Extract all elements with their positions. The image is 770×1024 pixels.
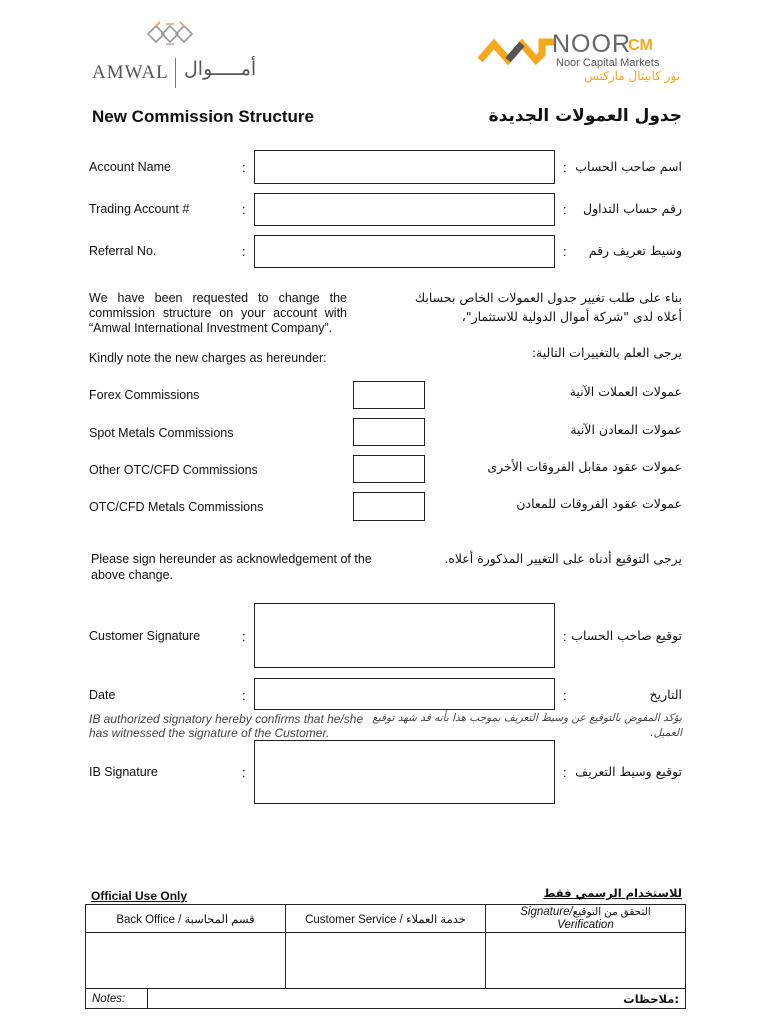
trading-account-label: Trading Account # bbox=[89, 202, 190, 216]
otc-cfd-metals-commission-label-arabic: عمولات عقود الفروقات للمعادن bbox=[516, 496, 682, 511]
noor-logo-arabic: نور كابيتال ماركتس bbox=[584, 69, 680, 83]
spot-metals-commission-label: Spot Metals Commissions bbox=[89, 426, 234, 440]
other-otc-cfd-commission-input[interactable] bbox=[353, 455, 425, 483]
official-use-title-arabic: للاستخدام الرسمي فقط bbox=[543, 886, 682, 900]
signature-verification-cell[interactable] bbox=[486, 933, 686, 989]
official-use-title: Official Use Only bbox=[91, 889, 188, 903]
amwal-logo-divider bbox=[175, 58, 176, 88]
trading-account-colon: : bbox=[242, 202, 246, 217]
note-text-arabic: يرجى العلم بالتغييرات التالية: bbox=[531, 345, 682, 360]
signature-verification-ar: التحقق من التوقيع bbox=[572, 905, 651, 918]
ib-signature-label: IB Signature bbox=[89, 765, 158, 779]
ib-signature-label-arabic: توقيع وسيط التعريف bbox=[575, 764, 682, 779]
customer-signature-colon: : bbox=[242, 629, 246, 644]
request-text: We have been requested to change the commission structure on your account with “Amwal International Investment Company”. bbox=[89, 291, 347, 335]
noor-logo-text: NOOR bbox=[552, 30, 631, 58]
forex-commission-label: Forex Commissions bbox=[89, 388, 200, 402]
noor-logo bbox=[478, 28, 690, 88]
referral-no-label: Referral No. bbox=[89, 244, 157, 258]
customer-signature-colon-ar: : bbox=[563, 629, 567, 644]
forex-commission-label-arabic: عمولات العملات الآنية bbox=[569, 384, 682, 399]
ib-signature-box[interactable] bbox=[254, 740, 555, 804]
page-title: New Commission Structure bbox=[92, 107, 314, 126]
signature-verification-header bbox=[486, 905, 686, 933]
customer-service-cell[interactable] bbox=[286, 933, 486, 989]
account-name-field[interactable] bbox=[254, 150, 555, 184]
date-colon-ar: : bbox=[563, 688, 567, 703]
noor-logo-subtitle: Noor Capital Markets bbox=[556, 57, 660, 69]
ib-confirm-text-arabic-line1: يؤكد المفوض بالتوقيع عن وسيط التعريف بموجب هذا بأنه قد شهد توقيع bbox=[372, 712, 682, 724]
acknowledge-text: Please sign hereunder as acknowledgement of the above change. bbox=[91, 552, 372, 582]
referral-no-colon: : bbox=[242, 244, 246, 259]
referral-no-label-arabic: وسيط تعريف رقم bbox=[588, 243, 682, 258]
notes-label-arabic: ملاحظات: bbox=[623, 991, 679, 1006]
date-colon: : bbox=[242, 688, 246, 703]
otc-cfd-metals-commission-label: OTC/CFD Metals Commissions bbox=[89, 500, 264, 514]
other-otc-cfd-commission-label: Other OTC/CFD Commissions bbox=[89, 463, 258, 477]
customer-signature-box[interactable] bbox=[254, 603, 555, 668]
date-label: Date bbox=[89, 688, 116, 702]
account-name-colon-ar: : bbox=[563, 160, 567, 175]
acknowledge-text-arabic: يرجى التوقيع أدناه على التغيير المذكورة أعلاه. bbox=[444, 551, 682, 566]
spot-metals-commission-input[interactable] bbox=[353, 418, 425, 446]
trading-account-field[interactable] bbox=[254, 193, 555, 226]
date-field[interactable] bbox=[254, 678, 555, 710]
amwal-emblem-icon bbox=[144, 20, 196, 50]
amwal-logo-arabic: أمـــــوال bbox=[184, 58, 257, 80]
trading-account-colon-ar: : bbox=[563, 202, 567, 217]
note-text: Kindly note the new charges as hereunder: bbox=[89, 351, 327, 365]
notes-field[interactable] bbox=[148, 989, 686, 1009]
ib-confirm-text-arabic-line2: العميل. bbox=[650, 727, 682, 739]
customer-signature-label: Customer Signature bbox=[89, 629, 201, 643]
spot-metals-commission-label-arabic: عمولات المعادن الآنية bbox=[570, 422, 682, 437]
account-name-label-arabic: اسم صاحب الحساب bbox=[575, 159, 682, 174]
forex-commission-input[interactable] bbox=[353, 381, 425, 409]
otc-cfd-metals-commission-input[interactable] bbox=[353, 492, 425, 521]
notes-label bbox=[86, 989, 148, 1009]
signature-verification-en: Signature/ bbox=[520, 905, 573, 918]
signature-verification-en2: Verification bbox=[557, 918, 614, 931]
other-otc-cfd-commission-label-arabic: عمولات عقود مقابل الفروقات الأخرى bbox=[487, 459, 682, 474]
referral-no-field[interactable] bbox=[254, 235, 555, 268]
ib-signature-colon: : bbox=[242, 765, 246, 780]
noor-logo-cm: CM bbox=[628, 37, 653, 54]
amwal-logo bbox=[92, 20, 282, 90]
noor-chevron-icon bbox=[478, 32, 556, 70]
request-text-arabic-line1: بناء على طلب تغيير جدول العمولات الخاص بحسابك bbox=[414, 290, 682, 305]
referral-no-colon-ar: : bbox=[563, 244, 567, 259]
back-office-cell[interactable] bbox=[86, 933, 286, 989]
customer-signature-label-arabic: توقيع صاحب الحساب bbox=[571, 628, 682, 643]
customer-service-header: Customer Service / خدمة العملاء bbox=[286, 905, 486, 933]
account-name-label: Account Name bbox=[89, 160, 171, 174]
notes-label-text: Notes: bbox=[92, 992, 126, 1005]
back-office-header: Back Office / قسم المحاسبة bbox=[86, 905, 286, 933]
official-use-table bbox=[85, 904, 686, 1009]
ib-signature-colon-ar: : bbox=[563, 765, 567, 780]
ib-confirm-text: IB authorized signatory hereby confirms that he/she has witnessed the signature of the Customer. bbox=[89, 712, 364, 740]
amwal-logo-text: AMWAL bbox=[92, 62, 169, 83]
page-title-arabic: جدول العمولات الجديدة bbox=[488, 106, 682, 126]
request-text-arabic-line2: أعلاه لدى "شركة أموال الدولية للاستثمار"، bbox=[461, 309, 682, 324]
trading-account-label-arabic: رقم حساب التداول bbox=[583, 201, 682, 216]
account-name-colon: : bbox=[242, 160, 246, 175]
date-label-arabic: التاريخ bbox=[649, 687, 682, 702]
